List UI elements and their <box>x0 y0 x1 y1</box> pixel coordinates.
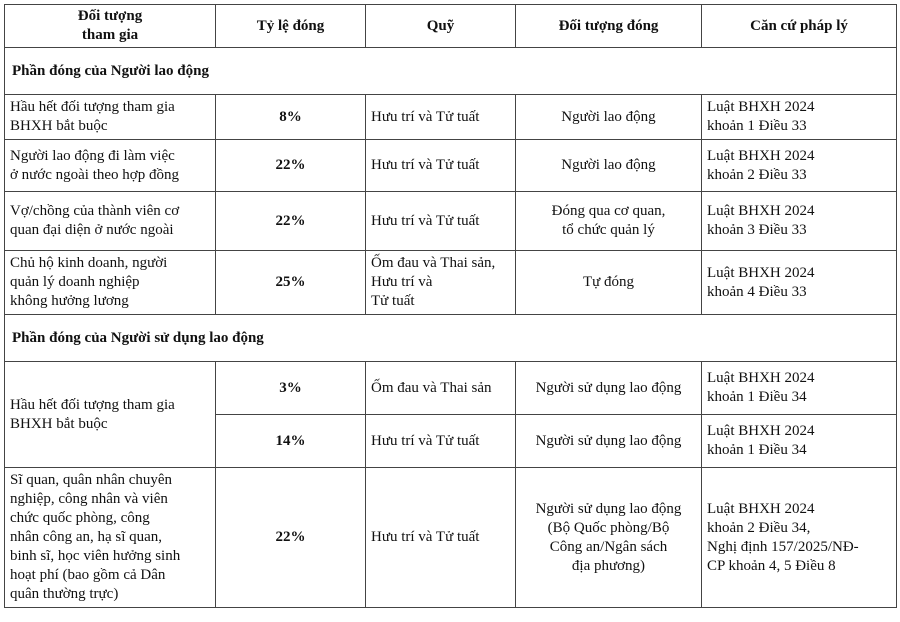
cell-fund: Hưu trí và Tử tuất <box>366 192 516 251</box>
cell-payer: Người sử dụng lao động (Bộ Quốc phòng/Bộ Công an/Ngân sách địa phương) <box>516 468 702 608</box>
table-row <box>5 468 897 608</box>
table-row <box>5 95 897 140</box>
table-row <box>5 362 897 415</box>
cell-subject: Vợ/chồng của thành viên cơ quan đại diện ở nước ngoài <box>5 192 216 251</box>
cell-fund: Hưu trí và Tử tuất <box>366 468 516 608</box>
cell-rate: 22% <box>216 140 366 192</box>
cell-rate: 14% <box>216 415 366 468</box>
cell-legal: Luật BHXH 2024 khoản 4 Điều 33 <box>702 251 897 315</box>
cell-payer: Người sử dụng lao động <box>516 362 702 415</box>
cell-subject: Hầu hết đối tượng tham gia BHXH bắt buộc <box>5 95 216 140</box>
cell-subject: Người lao động đi làm việc ở nước ngoài theo hợp đồng <box>5 140 216 192</box>
table-row <box>5 251 897 315</box>
cell-payer: Người sử dụng lao động <box>516 415 702 468</box>
header-subject: Đối tượng tham gia <box>5 5 216 48</box>
cell-payer: Người lao động <box>516 140 702 192</box>
cell-fund: Ốm đau và Thai sản <box>366 362 516 415</box>
cell-fund: Hưu trí và Tử tuất <box>366 140 516 192</box>
cell-payer: Tự đóng <box>516 251 702 315</box>
cell-legal: Luật BHXH 2024 khoản 3 Điều 33 <box>702 192 897 251</box>
cell-fund: Hưu trí và Tử tuất <box>366 95 516 140</box>
insurance-contribution-table <box>4 4 897 608</box>
cell-legal: Luật BHXH 2024 khoản 1 Điều 33 <box>702 95 897 140</box>
section-employee: Phần đóng của Người lao động <box>5 48 897 95</box>
header-row <box>5 5 897 48</box>
cell-subject: Sĩ quan, quân nhân chuyên nghiệp, công nhân và viên chức quốc phòng, công nhân công an, hạ sĩ quan, binh sĩ, học viên hưởng sinh hoạt phí (bao gồm cả Dân quân thường trực) <box>5 468 216 608</box>
header-payer: Đối tượng đóng <box>516 5 702 48</box>
cell-rate: 25% <box>216 251 366 315</box>
cell-fund: Hưu trí và Tử tuất <box>366 415 516 468</box>
section-employer: Phần đóng của Người sử dụng lao động <box>5 315 897 362</box>
cell-rate: 3% <box>216 362 366 415</box>
header-rate: Tỷ lệ đóng <box>216 5 366 48</box>
cell-legal: Luật BHXH 2024 khoản 1 Điều 34 <box>702 415 897 468</box>
table-row <box>5 192 897 251</box>
cell-rate: 8% <box>216 95 366 140</box>
cell-legal: Luật BHXH 2024 khoản 2 Điều 33 <box>702 140 897 192</box>
cell-legal: Luật BHXH 2024 khoản 2 Điều 34, Nghị định 157/2025/NĐ- CP khoản 4, 5 Điều 8 <box>702 468 897 608</box>
section-row <box>5 315 897 362</box>
table-row <box>5 140 897 192</box>
cell-fund: Ốm đau và Thai sản, Hưu trí và Tử tuất <box>366 251 516 315</box>
cell-rate: 22% <box>216 468 366 608</box>
cell-payer: Đóng qua cơ quan, tổ chức quản lý <box>516 192 702 251</box>
cell-subject: Hầu hết đối tượng tham gia BHXH bắt buộc <box>5 362 216 468</box>
cell-rate: 22% <box>216 192 366 251</box>
header-legal: Căn cứ pháp lý <box>702 5 897 48</box>
cell-legal: Luật BHXH 2024 khoản 1 Điều 34 <box>702 362 897 415</box>
section-row <box>5 48 897 95</box>
cell-subject: Chủ hộ kinh doanh, người quản lý doanh nghiệp không hưởng lương <box>5 251 216 315</box>
cell-payer: Người lao động <box>516 95 702 140</box>
header-fund: Quỹ <box>366 5 516 48</box>
